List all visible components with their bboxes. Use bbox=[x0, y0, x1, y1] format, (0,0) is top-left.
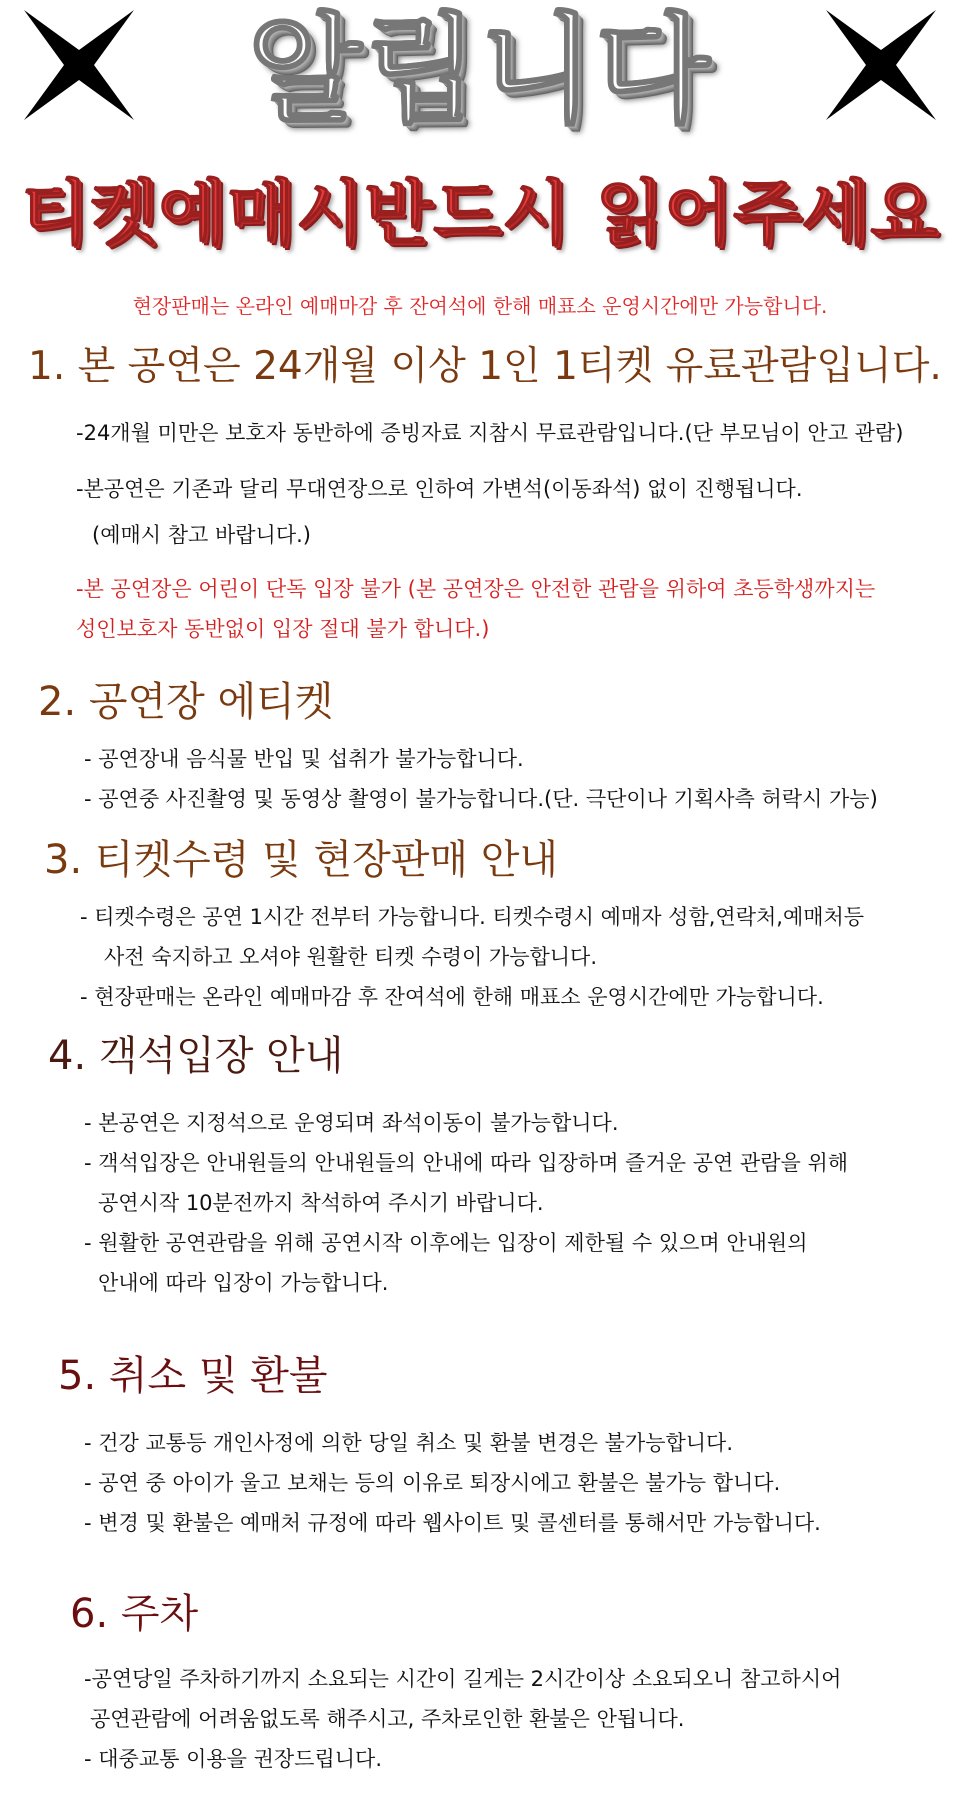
section-heading-seating: 4. 객석입장 안내 bbox=[48, 1033, 344, 1079]
section-line: -본공연은 기존과 달리 무대연장으로 인하여 가변석(이동좌석) 없이 진행됩니다. bbox=[76, 477, 803, 501]
section-line: - 본공연은 지정석으로 운영되며 좌석이동이 불가능합니다. bbox=[84, 1111, 619, 1135]
page-subtitle: 티켓예매시반드시 읽어주세요 bbox=[21, 172, 939, 254]
section-line: - 객석입장은 안내원들의 안내원들의 안내에 따라 입장하며 즐거운 공연 관람을 위해 bbox=[84, 1151, 849, 1175]
section-line: - 공연장내 음식물 반입 및 섭취가 불가능합니다. bbox=[84, 747, 524, 771]
section-line: -24개월 미만은 보호자 동반하에 증빙자료 지참시 무료관람입니다.(단 부모님이 안고 관람) bbox=[76, 421, 904, 445]
section-heading-ticket-pickup: 3. 티켓수령 및 현장판매 안내 bbox=[44, 837, 559, 883]
section-line: - 원활한 공연관람을 위해 공연시작 이후에는 입장이 제한될 수 있으며 안내원의 bbox=[84, 1231, 808, 1255]
section-line: - 건강 교통등 개인사정에 의한 당일 취소 및 환불 변경은 불가능합니다. bbox=[84, 1431, 734, 1455]
section-line: - 변경 및 환불은 예매처 규정에 따라 웹사이트 및 콜센터를 통해서만 가능합니다. bbox=[84, 1511, 821, 1535]
onsite-sale-notice: 현장판매는 온라인 예매마감 후 잔여석에 한해 매표소 운영시간에만 가능합니다. bbox=[132, 294, 828, 318]
section-line-warning: -본 공연장은 어린이 단독 입장 불가 (본 공연장은 안전한 관람을 위하여 초등학생까지는 bbox=[76, 577, 876, 601]
section-heading-admission: 1. 본 공연은 24개월 이상 1인 1티켓 유료관람입니다. bbox=[28, 344, 942, 389]
section-line: (예매시 참고 바랍니다.) bbox=[92, 523, 311, 547]
section-line: 안내에 따라 입장이 가능합니다. bbox=[98, 1271, 389, 1295]
section-line: 사전 숙지하고 오셔야 원활한 티켓 수령이 가능합니다. bbox=[104, 945, 598, 969]
page-title: 알립니다 bbox=[248, 1, 712, 139]
section-line: - 공연중 사진촬영 및 동영상 촬영이 불가능합니다.(단. 극단이나 기획사측 허락시 가능) bbox=[84, 787, 878, 811]
section-line: - 티켓수령은 공연 1시간 전부터 가능합니다. 티켓수령시 예매자 성함,연락처,예매처등 bbox=[80, 905, 865, 929]
section-line: - 현장판매는 온라인 예매마감 후 잔여석에 한해 매표소 운영시간에만 가능합니다. bbox=[80, 985, 824, 1009]
section-line: - 공연 중 아이가 울고 보채는 등의 이유로 퇴장시에고 환불은 불가능 합니다. bbox=[84, 1471, 781, 1495]
section-heading-etiquette: 2. 공연장 에티켓 bbox=[38, 679, 334, 725]
section-heading-refund: 5. 취소 및 환불 bbox=[58, 1353, 328, 1399]
section-line: 공연시작 10분전까지 착석하여 주시기 바랍니다. bbox=[98, 1191, 544, 1215]
section-heading-parking: 6. 주차 bbox=[70, 1591, 199, 1637]
section-line: -공연당일 주차하기까지 소요되는 시간이 길게는 2시간이상 소요되오니 참고하시어 bbox=[84, 1667, 842, 1691]
section-line: - 대중교통 이용을 권장드립니다. bbox=[84, 1747, 382, 1771]
section-line-warning: 성인보호자 동반없이 입장 절대 불가 합니다.) bbox=[76, 617, 490, 641]
section-line: 공연관람에 어려움없도록 해주시고, 주차로인한 환불은 안됩니다. bbox=[90, 1707, 685, 1731]
